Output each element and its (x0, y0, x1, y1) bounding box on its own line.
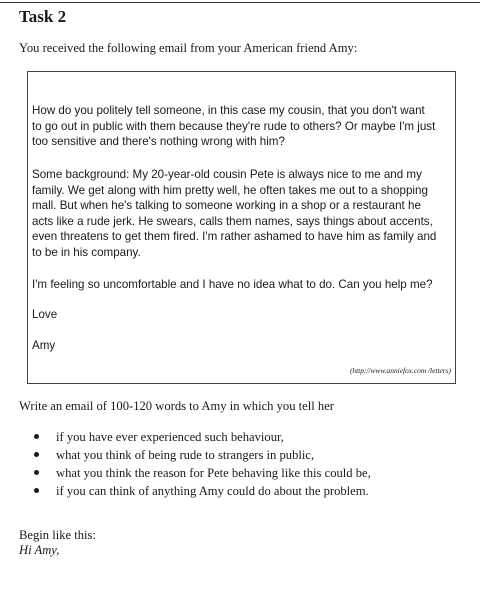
bullet-icon (34, 452, 39, 457)
email-line: mall. But when he's talking to someone working in a shop or a restaurant he (32, 199, 421, 212)
bullet-item (34, 428, 371, 446)
email-line: to be in his company. (32, 245, 141, 259)
email-box (27, 71, 456, 384)
bullet-text: if you have ever experienced such behaviour, (56, 430, 284, 444)
bullet-text: what you think of being rude to strangers in public, (56, 448, 315, 462)
email-line: How do you politely tell someone, in this case my cousin, that you don't want (32, 104, 425, 117)
email-line: to go out in public with them because they're rude to others? Or maybe I'm just (32, 119, 436, 133)
bullet-item (34, 482, 371, 500)
bullet-list (34, 428, 371, 500)
email-line: even threatens to get them fired. I'm rather ashamed to have him as family and (32, 230, 437, 243)
bullet-item (34, 446, 371, 464)
bullet-text: what you think the reason for Pete behaving like this could be, (56, 466, 371, 480)
email-paragraph-2 (32, 167, 456, 260)
email-line: too sensitive and there's nothing wrong with him? (32, 135, 285, 148)
task-intro: You received the following email from your American friend Amy: (19, 41, 358, 55)
email-signoff-text: Love (32, 308, 58, 321)
email-line: I'm feeling so uncomfortable and I have no idea what to do. Can you help me? (32, 278, 433, 291)
task-title: Task 2 (19, 7, 67, 26)
begin-section (19, 528, 96, 558)
email-source: (http://www.anniefox.com /letters) (349, 366, 451, 375)
write-instruction: Write an email of 100-120 words to Amy in which you tell her (19, 399, 334, 413)
bullet-icon (34, 488, 39, 493)
top-rule (0, 2, 480, 3)
bullet-item (34, 464, 371, 482)
email-signature (32, 338, 456, 354)
bullet-icon (34, 434, 39, 439)
email-signoff (32, 307, 456, 323)
email-line: Some background: My 20-year-old cousin Pete is always nice to me and my (32, 168, 422, 181)
email-line: acts like a rude jerk. He swears, calls them names, says things about accents, (32, 214, 433, 228)
email-signature-text: Amy (32, 339, 56, 352)
begin-greeting: Hi Amy, (19, 543, 60, 557)
email-paragraph-1 (32, 103, 456, 150)
email-paragraph-3 (32, 277, 456, 293)
bullet-text: if you can think of anything Amy could do about the problem. (56, 484, 369, 498)
email-line: family. We get along with him pretty well, he often takes me out to a shopping (32, 183, 428, 197)
begin-label: Begin like this: (19, 528, 96, 542)
bullet-icon (34, 470, 39, 475)
